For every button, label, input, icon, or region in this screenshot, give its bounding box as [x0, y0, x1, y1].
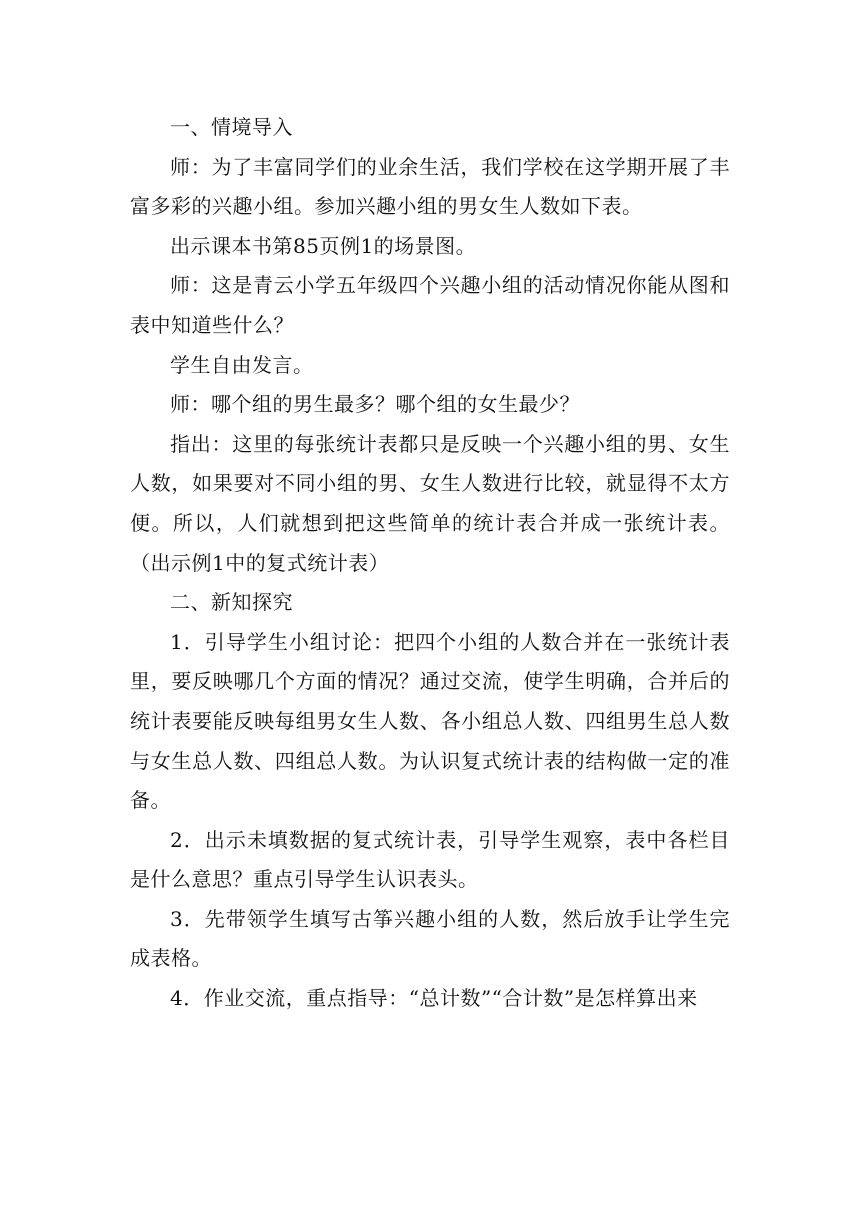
show-scene-paragraph: 出示课本书第85页例1的场景图。: [170, 233, 477, 258]
step-1-paragraph: 1．引导学生小组讨论：把四个小组的人数合并在一张统计表里，要反映哪几个方面的情况？通过交流，使学生明确，合并后的统计表要能反映每组男女生人数、各小组总人数、四组男生总人数与女生总人数、四组总人数。为认识复式统计表的结构做一定的准备。: [130, 629, 730, 813]
section-heading-new-knowledge: 二、新知探究: [170, 590, 293, 615]
teacher-compare-question-paragraph: 师：哪个组的男生最多？哪个组的女生最少？: [170, 392, 580, 417]
step-3-paragraph: 3．先带领学生填写古筝兴趣小组的人数，然后放手让学生完成表格。: [130, 906, 730, 971]
step-4-paragraph: 4．作业交流，重点指导：“总计数”“合计数”是怎样算出来: [170, 986, 698, 1011]
section-heading-situation-intro: 一、情境导入: [170, 115, 293, 139]
teacher-intro-paragraph: 师：为了丰富同学们的业余生活，我们学校在这学期开展了丰富多彩的兴趣小组。参加兴趣小组的男女生人数如下表。: [130, 154, 730, 219]
students-speak-paragraph: 学生自由发言。: [170, 352, 314, 377]
teacher-question-paragraph: 师：这是青云小学五年级四个兴趣小组的活动情况你能从图和表中知道些什么？: [130, 273, 730, 337]
document-body: [130, 108, 730, 1019]
explanation-paragraph: 指出：这里的每张统计表都只是反映一个兴趣小组的男、女生人数，如果要对不同小组的男、女生人数进行比较，就显得不太方便。所以，人们就想到把这些简单的统计表合并成一张统计表。（出示例1中的复式统计表）: [130, 431, 730, 575]
step-2-paragraph: 2．出示未填数据的复式统计表，引导学生观察，表中各栏目是什么意思？重点引导学生认识表头。: [130, 827, 730, 892]
